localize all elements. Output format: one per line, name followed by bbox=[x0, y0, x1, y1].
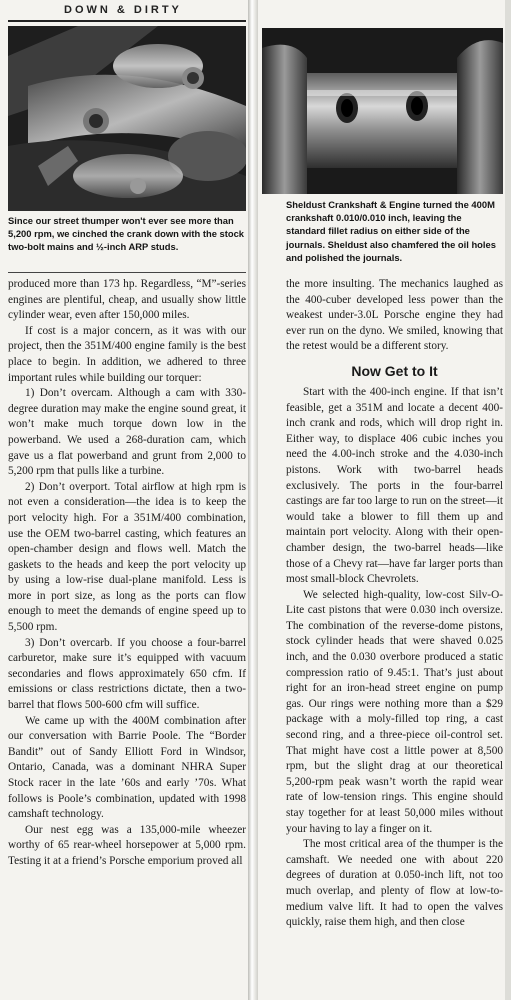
right-article-column bbox=[286, 277, 503, 931]
page-edge bbox=[505, 0, 511, 1000]
left-photo-caption: Since our street thumper won't ever see more than 5,200 rpm, we cinched the crank down with the stock two-bolt mains and ½-inch ARP studs. bbox=[8, 215, 245, 253]
left-paragraph: Our nest egg was a 135,000-mile wheezer worthy of 65 rear-wheel horsepower at 5,000 rpm. Testing it at a friend’s Porsche emporium proved all bbox=[8, 823, 246, 867]
right-photo-caption: Sheldust Crankshaft & Engine turned the 400M crankshaft 0.010/0.010 inch, leaving the standard fillet radius on either side of the journals. Sheldust also chamfered the oil holes and polished the journals. bbox=[286, 199, 496, 263]
page-gutter bbox=[248, 0, 258, 1000]
left-paragraph: If cost is a major concern, as it was with our project, then the 351M/400 engine family is the best place to begin. In addition, we adhered to three important rules while building our torquer: bbox=[8, 324, 246, 384]
left-article-column bbox=[8, 277, 246, 870]
right-paragraph: The most critical area of the thumper is the camshaft. We needed one with about 220 degrees of duration at 0.050-inch lift, not too much overlap, and plenty of flow at low-to-medium valve lift. It had to open the valves quickly, raise them high, and then close bbox=[286, 838, 503, 929]
crankshaft-journal-photo bbox=[262, 28, 503, 194]
left-paragraph: 2) Don’t overport. Total airflow at high rpm is not even a consideration—the idea is to keep the port velocity high. For a 351M/400 combination, use the OEM two-barrel casting, which features an open-chamber design and flows well. Match the gaskets to the heads and keep the port velocity up by using a low-rise dual-plane manifold. Less is more in port size, as long as the ports can flow enough to meet the demands of engine speed up to 5,500 rpm. bbox=[8, 480, 246, 634]
header-rule bbox=[8, 20, 246, 22]
crank-main-caps-photo bbox=[8, 26, 246, 211]
left-paragraph: We came up with the 400M combination after our conversation with Barrie Poole. The “Border Bandit” out of Sandy Elliott Ford in Windsor, Ontario, Canada, was a dominant NHRA Super Stock racer in the late ’60s and early ’70s. What follows is Poole’s combination, updated with 1998 camshaft technology. bbox=[8, 714, 246, 821]
left-paragraph: 3) Don’t overcarb. If you choose a four-barrel carburetor, make sure it’s equipped with vacuum secondaries and flows approximately 650 cfm. If emissions or class restrictions dictate, then a two-barrel that flows 500-600 cfm will suffice. bbox=[8, 636, 246, 712]
right-paragraph: the more insulting. The mechanics laughed as the 400-cuber developed less power than the weakest under-3.0L Porsche engine they had ever run on the dyno. We smiled, knowing that the retest would be a different story. bbox=[286, 278, 503, 353]
left-paragraph: produced more than 173 hp. Regardless, “M”-series engines are plentiful, cheap, and usually show little cylinder wear, even after 150,000 miles. bbox=[8, 278, 246, 322]
section-header: DOWN & DIRTY bbox=[64, 4, 182, 16]
left-paragraph: 1) Don’t overcam. Although a cam with 330-degree duration may make the engine sound great, it won’t make much torque down low in the powerband. We used a 268-duration cam, which gave us a flat powerband and grunt from 2,000 to 5,200 rpm that pulls like a turbine. bbox=[8, 387, 246, 478]
caption-rule bbox=[8, 272, 246, 273]
section-subhead: Now Get to It bbox=[351, 362, 438, 379]
right-paragraph: Start with the 400-inch engine. If that isn’t feasible, get a 351M and locate a decent 400-inch crank and rods, which will drop right in. Either way, to displace 406 cubic inches you need the 4.00-inch stroke and the 4.030-inch pistons. Work with two-barrel heads exclusively. The ports in the four-barrel castings are far too large to run on the street—it would take a blower to fill them up and maintain port velocity. Along with their open-chamber design, the two-barrel heads—like those of a Chevy rat—have far larger ports than most small-block Chevrolets. bbox=[286, 385, 503, 586]
right-paragraph: We selected high-quality, low-cost Silv-O-Lite cast pistons that were 0.030 inch oversize. The combination of the reverse-dome pistons, stock cylinder heads that were shaved 0.025 inch, and the 0.030 overbore produced a static compression ratio of 9.45:1. That’s just about right for an iron-head street engine on pump gas. Our rings were nothing more than a $29 package with a moly-filled top ring, a cast second ring, and a three-piece oil-control set. That might have cost a little power at 8,500 rpm, but the slight drag at our theoretical 5,200-rpm peak wasn’t worth the rapid wear rate of low-tension rings. This engine should stay together for at least 50,000 miles without your having to lay a finger on it. bbox=[286, 588, 503, 835]
